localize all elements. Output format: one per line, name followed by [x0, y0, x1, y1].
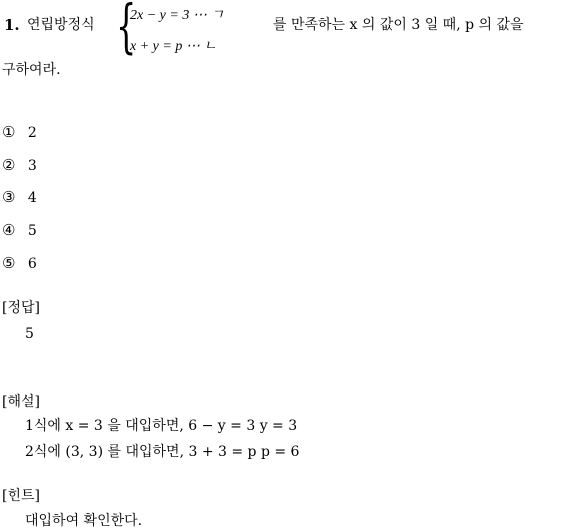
- hint-heading: [힌트]: [2, 488, 40, 504]
- explanation-line-2: 2식에 (3, 3) 를 대입하면, 3 + 3 = p p = 6: [25, 444, 300, 460]
- question-number: 1.: [4, 16, 20, 34]
- choice-item-4[interactable]: [2, 223, 37, 238]
- choice-mark: ③: [2, 188, 16, 206]
- answer-heading: [정답]: [2, 300, 40, 316]
- hint-text: 대입하여 확인한다.: [25, 513, 143, 529]
- system-brace: {: [116, 0, 137, 60]
- question-ending: 구하여라.: [2, 62, 61, 78]
- explanation-line-1: 1식에 x = 3 을 대입하면, 6 − y = 3 y = 3: [25, 418, 298, 434]
- equation-2: x + y = p ⋯ ㄴ: [130, 39, 217, 54]
- choice-mark: ①: [2, 123, 16, 141]
- choice-value: 5: [27, 223, 37, 239]
- question-intro: 연립방정식: [27, 17, 95, 33]
- choice-value: 4: [27, 190, 37, 206]
- choice-item-5[interactable]: [2, 256, 37, 271]
- choice-mark: ⑤: [2, 254, 16, 272]
- choice-value: 6: [27, 256, 37, 272]
- choice-mark: ④: [2, 221, 16, 239]
- choice-mark: ②: [2, 156, 16, 174]
- answer-value: 5: [25, 326, 34, 342]
- choice-value: 3: [27, 158, 37, 174]
- question-condition: 를 만족하는 x 의 값이 3 일 때, p 의 값을: [273, 17, 524, 33]
- choice-value: 2: [27, 125, 37, 141]
- explanation-heading: [해설]: [2, 394, 40, 410]
- choice-item-2[interactable]: [2, 158, 37, 173]
- equation-1: 2x − y = 3 ⋯ ㄱ: [130, 8, 224, 23]
- choice-item-3[interactable]: [2, 190, 37, 205]
- choice-item-1[interactable]: [2, 125, 37, 140]
